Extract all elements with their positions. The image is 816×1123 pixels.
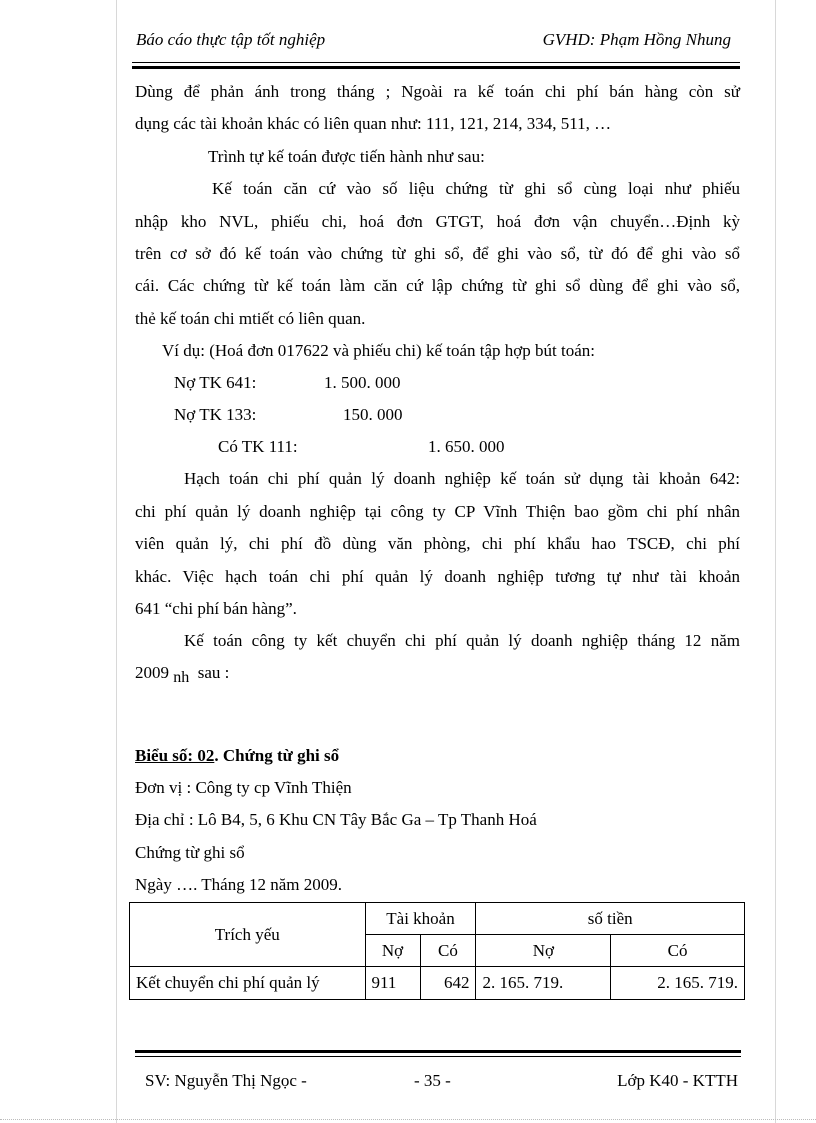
paragraph-line: viên quản lý, chi phí đồ dùng văn phòng, chi phí khẩu hao TSCĐ, chi phí <box>135 534 740 553</box>
paragraph-line: Trình tự kế toán được tiến hành như sau: <box>208 147 485 166</box>
header-report-title: Báo cáo thực tập tốt nghiệp <box>136 30 326 49</box>
row-debit-amount: 2. 165. 719. <box>476 967 611 1000</box>
header-description: Trích yếu <box>130 903 366 967</box>
header-debit-account: Nợ <box>365 935 420 967</box>
paragraph-line: Dùng để phản ánh trong tháng ; Ngoài ra kế toán chi phí bán hàng còn sử <box>135 82 740 101</box>
footer-class: Lớp K40 - KTTH <box>617 1071 738 1090</box>
header-amount: số tiền <box>476 903 745 935</box>
table-row <box>130 967 745 1000</box>
header-supervisor: GVHD: Phạm Hồng Nhung <box>542 30 731 49</box>
paragraph-line: chi phí quản lý doanh nghiệp tại công ty CP Vĩnh Thiện bao gồm chi phí nhân <box>135 502 740 521</box>
paragraph-line: Kế toán căn cứ vào số liệu chứng từ ghi sổ cùng loại như phiếu <box>212 179 740 198</box>
journal-entry-value: 1. 650. 000 <box>428 437 505 456</box>
row-debit-account: 911 <box>365 967 420 1000</box>
fragment-text: nh <box>173 669 190 686</box>
paragraph-line: 641 “chi phí bán hàng”. <box>135 599 297 618</box>
paragraph-line: khác. Việc hạch toán chi phí quản lý doanh nghiệp tương tự như tài khoản <box>135 567 740 586</box>
paragraph-line: cái. Các chứng từ kế toán làm căn cứ lập chứng từ ghi sổ dùng để ghi vào sổ, <box>135 276 740 295</box>
year-text: 2009 <box>135 663 169 682</box>
journal-entry-label: Nợ TK 133: <box>174 405 257 424</box>
journal-entry-label: Có TK 111: <box>218 437 298 456</box>
form-document-name: Chứng từ ghi sổ <box>135 843 245 862</box>
paragraph-line: dụng các tài khoản khác có liên quan như: 111, 121, 214, 334, 511, … <box>135 114 612 133</box>
paragraph-line: Kế toán công ty kết chuyển chi phí quản lý doanh nghiệp tháng 12 năm <box>184 631 740 650</box>
form-title-text: . Chứng từ ghi sổ <box>214 746 340 765</box>
header-credit-amount: Có <box>611 935 745 967</box>
row-credit-account: 642 <box>420 967 476 1000</box>
form-title <box>135 745 339 767</box>
table-header-row <box>130 903 745 935</box>
page-bottom-dotted-edge <box>0 1119 816 1120</box>
row-description: Kết chuyển chi phí quản lý <box>130 967 366 1000</box>
paragraph-line: trên cơ sở đó kế toán vào chứng từ ghi sổ, để ghi vào sổ, từ đó để ghi vào sổ <box>135 244 740 263</box>
header-debit-amount: Nợ <box>476 935 611 967</box>
footer-student: SV: Nguyễn Thị Ngọc - <box>145 1071 307 1090</box>
paragraph-line: thẻ kế toán chi mtiết có liên quan. <box>135 309 366 328</box>
example-line: Ví dụ: (Hoá đơn 017622 và phiếu chi) kế toán tập hợp bút toán: <box>162 341 595 360</box>
footer-rule-thin <box>135 1056 741 1057</box>
form-unit: Đơn vị : Công ty cp Vĩnh Thiện <box>135 778 352 797</box>
fragment-text: sau : <box>197 663 230 682</box>
row-credit-amount: 2. 165. 719. <box>611 967 745 1000</box>
journal-entry-value: 1. 500. 000 <box>324 373 401 392</box>
paragraph-line <box>135 662 229 685</box>
form-number: Biểu số: 02 <box>135 746 215 765</box>
header-rule-thick <box>132 66 740 69</box>
journal-entry-label: Nợ TK 641: <box>174 373 257 392</box>
journal-entry-value: 150. 000 <box>343 405 403 424</box>
form-address: Địa chỉ : Lô B4, 5, 6 Khu CN Tây Bắc Ga – Tp Thanh Hoá <box>135 810 537 829</box>
journal-voucher-table <box>129 902 745 1000</box>
paragraph-line: nhập kho NVL, phiếu chi, hoá đơn GTGT, hoá đơn vận chuyển…Định kỳ <box>135 212 740 231</box>
footer-page-number: - 35 - <box>414 1071 451 1090</box>
header-account: Tài khoản <box>365 903 476 935</box>
header-credit-account: Có <box>420 935 476 967</box>
footer-rule-thick <box>135 1050 741 1053</box>
paragraph-line: Hạch toán chi phí quản lý doanh nghiệp kế toán sử dụng tài khoản 642: <box>184 469 740 488</box>
header-rule-thin <box>132 62 740 63</box>
form-date: Ngày …. Tháng 12 năm 2009. <box>135 875 342 894</box>
